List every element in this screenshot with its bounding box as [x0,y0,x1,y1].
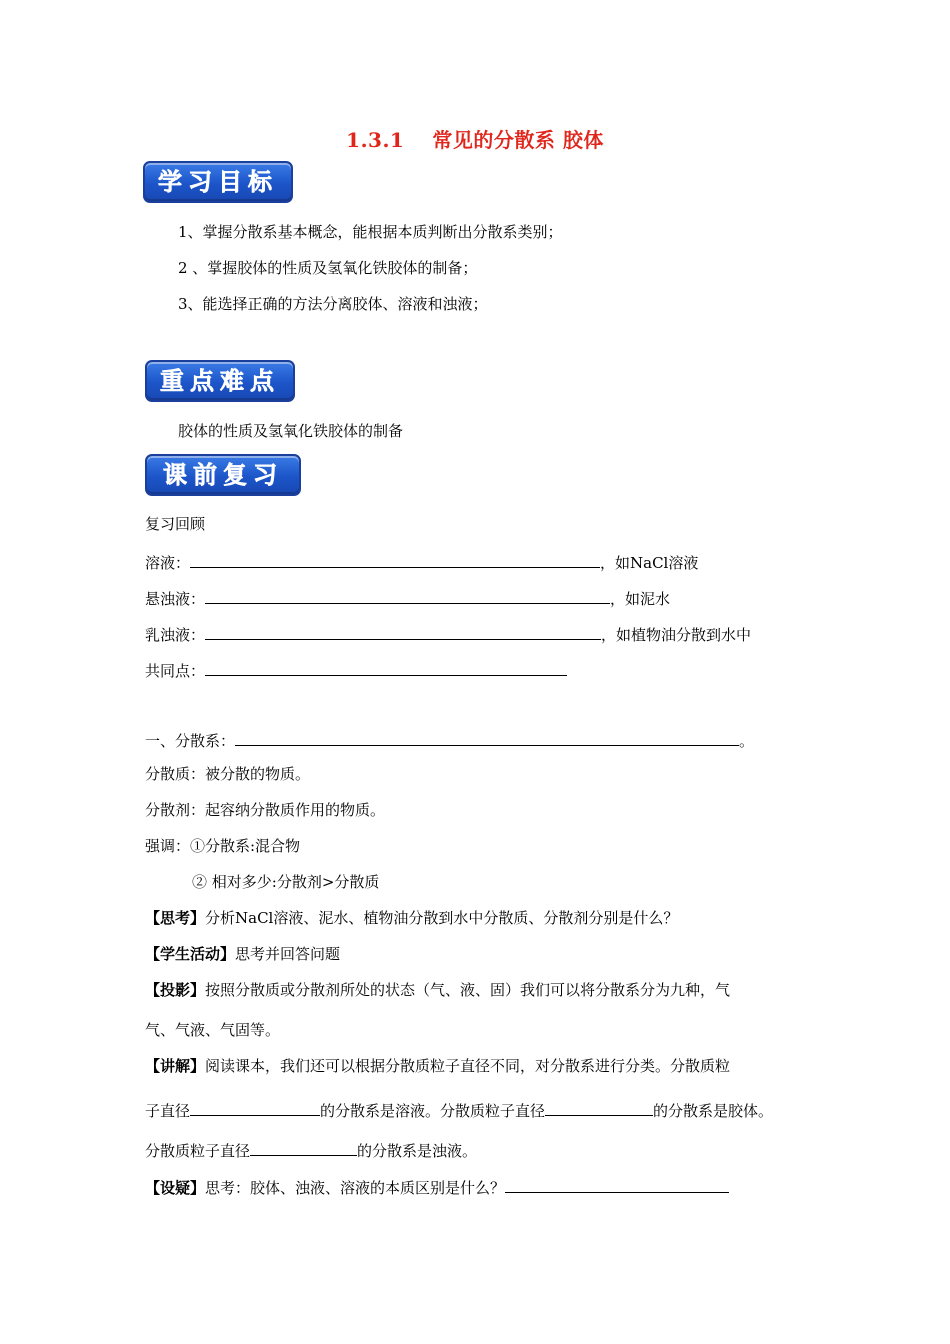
dispersed-phase-def: 分散质：被分散的物质。 [145,765,311,783]
suspension-label: 悬浊液： [145,590,206,608]
key-points-badge: 重点难点 [145,360,295,402]
emulsion-label: 乳浊液： [145,626,206,644]
emulsion-suffix: ，如植物油分散到水中 [601,626,752,644]
lecture-text-2a: 子直径 [145,1102,191,1120]
emphasis-1: 强调：①分散系:混合物 [145,837,301,855]
lecture-line-3 [145,1138,477,1161]
solution-blank[interactable] [190,550,600,568]
lecture-text-2c: 的分散系是胶体。 [653,1102,774,1120]
activity-tag: 【学生活动】 [145,945,236,963]
projection-text-1: 按照分散质或分散剂所处的状态（气、液、固）我们可以将分散系分为九种，气 [205,981,731,999]
title-number: 1.3.1 [346,128,405,152]
section1-end: 。 [739,732,755,750]
think-line [145,908,678,928]
common-label: 共同点： [145,662,206,680]
review-emulsion-line [145,622,751,645]
question-line [145,1175,729,1198]
review-solution-line [145,550,698,573]
key-points-text: 胶体的性质及氢氧化铁胶体的制备 [178,422,404,440]
review-heading: 复习回顾 [145,515,206,533]
review-suspension-line [145,586,670,609]
projection-text-2: 气、气液、气固等。 [145,1021,281,1039]
emphasis-2: ② 相对多少:分散剂>分散质 [192,873,380,891]
objective-1: 1、掌握分散系基本概念，能根据本质判断出分散系类别； [178,223,563,241]
projection-line-1 [145,980,730,1000]
lecture-text-3a: 分散质粒子直径 [145,1142,251,1160]
section1-line [145,728,754,751]
lecture-tag: 【讲解】 [145,1057,206,1075]
colloid-diameter-blank[interactable] [545,1098,653,1116]
objectives-badge: 学习目标 [143,161,293,203]
think-text: 分析NaCl溶液、泥水、植物油分散到水中分散质、分散剂分别是什么？ [205,909,679,927]
solution-label: 溶液： [145,554,191,572]
turbid-diameter-blank[interactable] [250,1138,357,1156]
objective-2: 2 、掌握胶体的性质及氢氧化铁胶体的制备； [178,259,478,277]
lecture-text-1: 阅读课本，我们还可以根据分散质粒子直径不同，对分散系进行分类。分散质粒 [205,1057,731,1075]
question-blank[interactable] [505,1175,729,1193]
dispersion-system-blank[interactable] [235,728,739,746]
projection-tag: 【投影】 [145,981,206,999]
lecture-line-1 [145,1056,730,1076]
objective-3: 3、能选择正确的方法分离胶体、溶液和浊液； [178,295,488,313]
dispersion-medium-def: 分散剂：起容纳分散质作用的物质。 [145,801,386,819]
common-blank[interactable] [205,658,567,676]
section1-label: 一、分散系： [145,732,236,750]
title-text: 常见的分散系 胶体 [432,128,604,152]
solution-diameter-blank[interactable] [190,1098,320,1116]
activity-text: 思考并回答问题 [235,945,341,963]
emulsion-blank[interactable] [205,622,601,640]
review-badge: 课前复习 [145,454,301,496]
review-common-line [145,658,567,681]
lecture-text-2b: 的分散系是溶液。分散质粒子直径 [320,1102,546,1120]
question-tag: 【设疑】 [145,1179,206,1197]
activity-line [145,944,340,964]
lecture-text-3b: 的分散系是浊液。 [357,1142,478,1160]
question-text: 思考：胶体、浊液、溶液的本质区别是什么？ [205,1179,506,1197]
suspension-suffix: ，如泥水 [610,590,671,608]
solution-suffix: ，如NaCl溶液 [600,554,699,572]
page-title [0,124,950,153]
suspension-blank[interactable] [205,586,610,604]
think-tag: 【思考】 [145,909,206,927]
lecture-line-2 [145,1098,773,1121]
